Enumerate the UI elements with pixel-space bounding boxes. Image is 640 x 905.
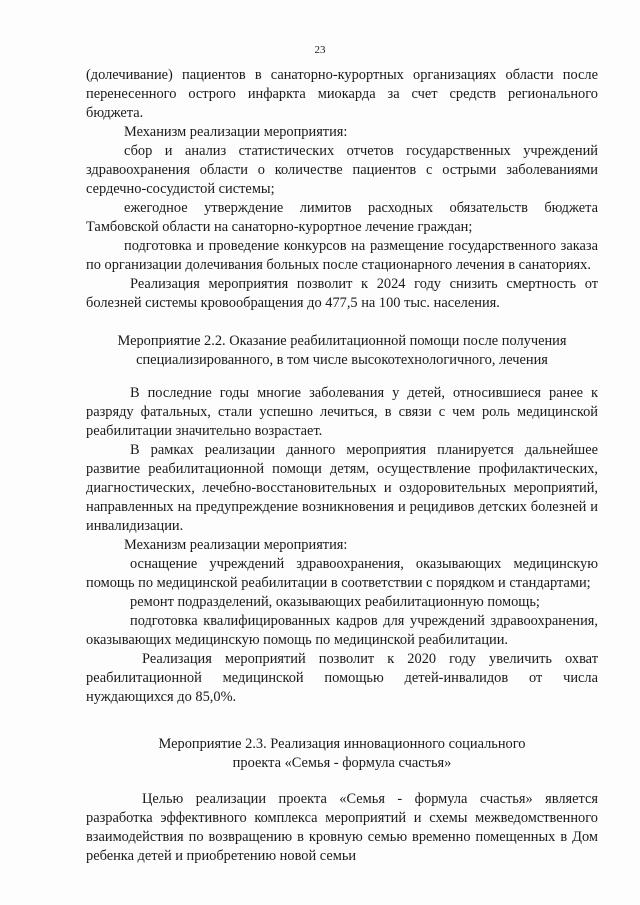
paragraph: ремонт подразделений, оказывающих реабилитационную помощь; [130, 594, 540, 610]
paragraph: Механизм реализации мероприятия: [124, 537, 348, 553]
paragraph: сбор и анализ статистических отчетов государственных учреждений здравоохранения области о количестве пациентов с острыми заболеваниями сердечно-сосудистой системы; [86, 143, 598, 197]
paragraph: подготовка и проведение конкурсов на размещение государственного заказа по организации долечивания больных после стационарного лечения в санаториях. [86, 238, 598, 273]
heading-measure-2-2 [86, 332, 598, 370]
paragraph: Реализация мероприятия позволит к 2024 году снизить смертность от болезней системы кровообращения до 477,5 на 100 тыс. населения. [86, 276, 598, 311]
heading-line: Мероприятие 2.2. Оказание реабилитационной помощи после получения [117, 333, 567, 349]
section-family-project [86, 790, 598, 866]
paragraph: оснащение учреждений здравоохранения, оказывающих медицинскую помощь по медицинской реабилитации в соответствии с порядком и стандартами; [86, 556, 598, 591]
heading-line: специализированного, в том числе высокотехнологичного, лечения [136, 352, 548, 368]
section-rehabilitation [86, 384, 598, 707]
paragraph: В рамках реализации данного мероприятия планируется дальнейшее развитие реабилитационной помощи детям, осуществление профилактических, диагностических, лечебно-восстановительных и оздоровительных мероприятий, направленных на предупреждение возникновения и рецидивов детских болезней и инвалидизации. [86, 442, 598, 534]
heading-line: Мероприятие 2.3. Реализация инновационного социального [158, 736, 526, 752]
paragraph: Механизм реализации мероприятия: [124, 124, 348, 140]
paragraph: Целью реализации проекта «Семья - формула счастья» является разработка эффективного комплекса мероприятий и схемы межведомственного взаимодействия по возвращению в кровную семью временно помещенных в Дом ребенка детей и приобретению новой семьи [86, 791, 598, 864]
paragraph: (долечивание) пациентов в санаторно-курортных организациях области после перенесенного острого инфаркта миокарда за счет средств регионального бюджета. [86, 67, 598, 121]
heading-line: проекта «Семья - формула счастья» [232, 755, 452, 771]
paragraph: подготовка квалифицированных кадров для учреждений здравоохранения, оказывающих медицинскую помощь по медицинской реабилитации. [86, 613, 598, 648]
heading-measure-2-3 [86, 735, 598, 773]
section-sanatorium-treatment [86, 66, 598, 313]
paragraph: В последние годы многие заболевания у детей, относившиеся ранее к разряду фатальных, стали успешно лечиться, в связи с чем роль медицинской реабилитации значительно возрастает. [86, 385, 598, 439]
paragraph: ежегодное утверждение лимитов расходных обязательств бюджета Тамбовской области на санаторно-курортное лечение граждан; [86, 200, 598, 235]
page-number: 23 [314, 44, 326, 56]
paragraph: Реализация мероприятий позволит к 2020 году увеличить охват реабилитационной медицинской помощью детей-инвалидов от числа нуждающихся до 85,0%. [86, 651, 598, 705]
